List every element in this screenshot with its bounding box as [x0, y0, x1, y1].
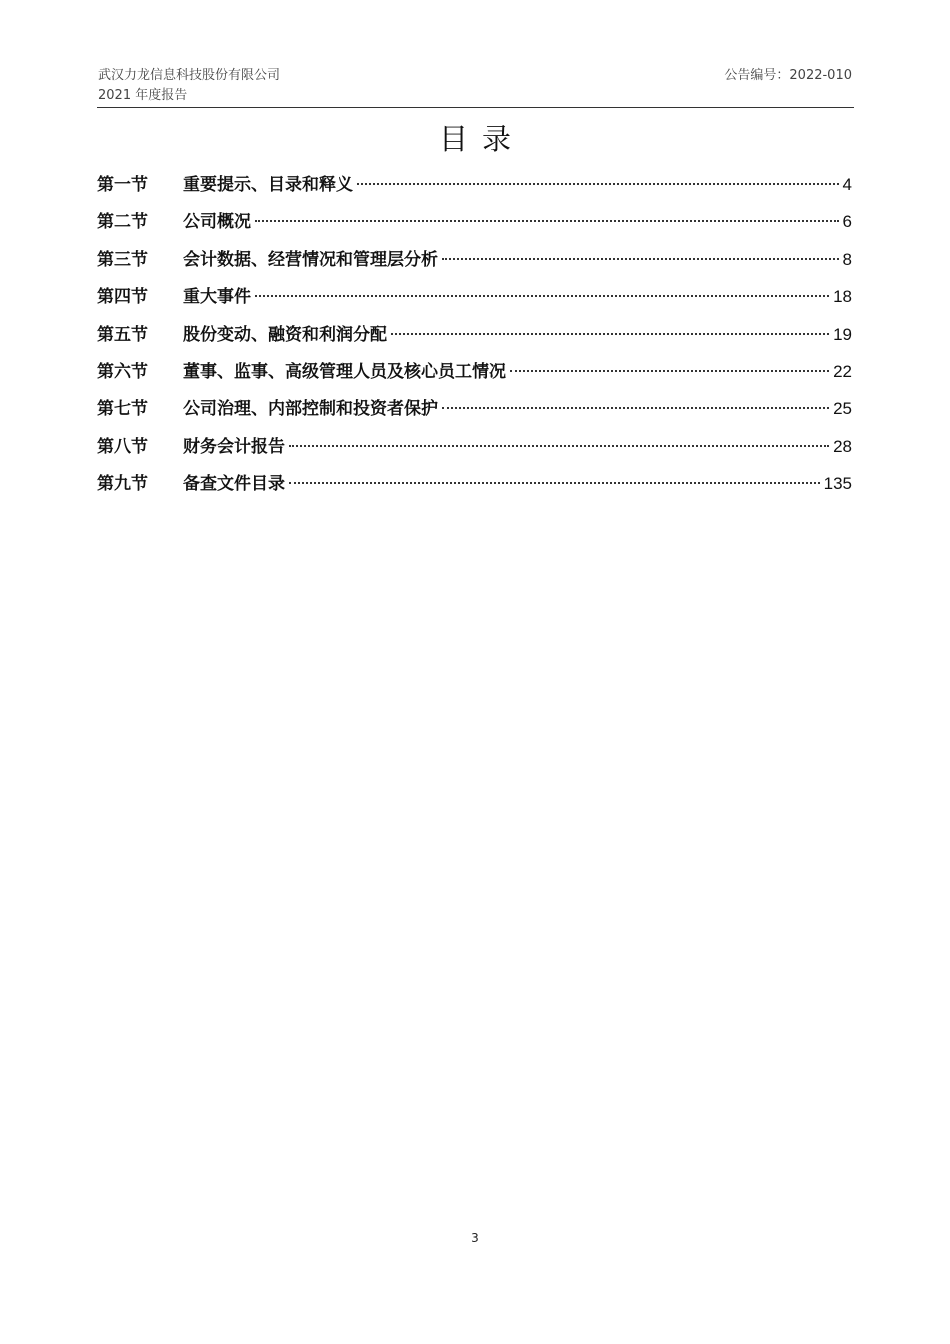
- report-year: 2021 年度报告: [98, 88, 188, 103]
- toc-title: 目录: [438, 122, 525, 156]
- toc-heading: 会计数据、经营情况和管理层分析: [183, 249, 438, 270]
- toc-section-label: 第六节: [97, 361, 148, 382]
- dot-leader: [442, 407, 829, 409]
- toc-page-number: 28: [833, 436, 852, 456]
- toc-section-label: 第二节: [97, 212, 148, 233]
- toc-entry-4[interactable]: [97, 278, 852, 315]
- toc-section-label: 第七节: [97, 399, 148, 420]
- dot-leader: [357, 183, 839, 185]
- dot-leader: [255, 295, 829, 297]
- table-of-contents: [97, 166, 852, 503]
- toc-entry-9[interactable]: [97, 465, 852, 502]
- toc-page-number: 19: [833, 324, 852, 344]
- dot-leader: [391, 333, 829, 335]
- toc-heading: 备查文件目录: [183, 474, 285, 495]
- dot-leader: [255, 220, 839, 222]
- toc-heading: 股份变动、融资和利润分配: [183, 324, 387, 345]
- toc-page-number: 18: [833, 287, 852, 307]
- toc-entry-5[interactable]: [97, 316, 852, 353]
- toc-entry-3[interactable]: [97, 241, 852, 278]
- toc-entry-1[interactable]: [97, 166, 852, 203]
- toc-entry-7[interactable]: [97, 390, 852, 427]
- toc-section-label: 第八节: [97, 436, 148, 457]
- toc-page-number: 22: [833, 361, 852, 381]
- dot-leader: [510, 370, 829, 372]
- toc-heading: 重大事件: [183, 287, 251, 308]
- announcement-number: 公告编号：2022-010: [724, 68, 852, 83]
- dot-leader: [289, 482, 820, 484]
- toc-section-label: 第三节: [97, 249, 148, 270]
- dot-leader: [289, 445, 829, 447]
- toc-page-number: 135: [823, 474, 852, 494]
- company-name: 武汉力龙信息科技股份有限公司: [98, 68, 281, 83]
- header-left: [98, 66, 280, 106]
- toc-section-label: 第九节: [97, 474, 148, 495]
- toc-heading: 财务会计报告: [183, 436, 285, 457]
- toc-heading: 董事、监事、高级管理人员及核心员工情况: [183, 361, 506, 382]
- page-number: 3: [471, 1231, 479, 1245]
- toc-page-number: 4: [842, 175, 852, 194]
- toc-heading: 公司治理、内部控制和投资者保护: [183, 399, 438, 420]
- dot-leader: [442, 258, 839, 260]
- toc-entry-2[interactable]: [97, 203, 852, 240]
- toc-section-label: 第五节: [97, 324, 148, 345]
- toc-heading: 重要提示、目录和释义: [183, 175, 353, 195]
- toc-heading: 公司概况: [183, 212, 251, 233]
- page-header: [97, 66, 854, 108]
- toc-page-number: 8: [842, 249, 852, 269]
- toc-entry-8[interactable]: [97, 428, 852, 465]
- toc-section-label: 第一节: [97, 175, 148, 195]
- toc-entry-6[interactable]: [97, 353, 852, 390]
- toc-section-label: 第四节: [97, 287, 148, 308]
- toc-page-number: 25: [833, 399, 852, 419]
- toc-page-number: 6: [842, 212, 852, 232]
